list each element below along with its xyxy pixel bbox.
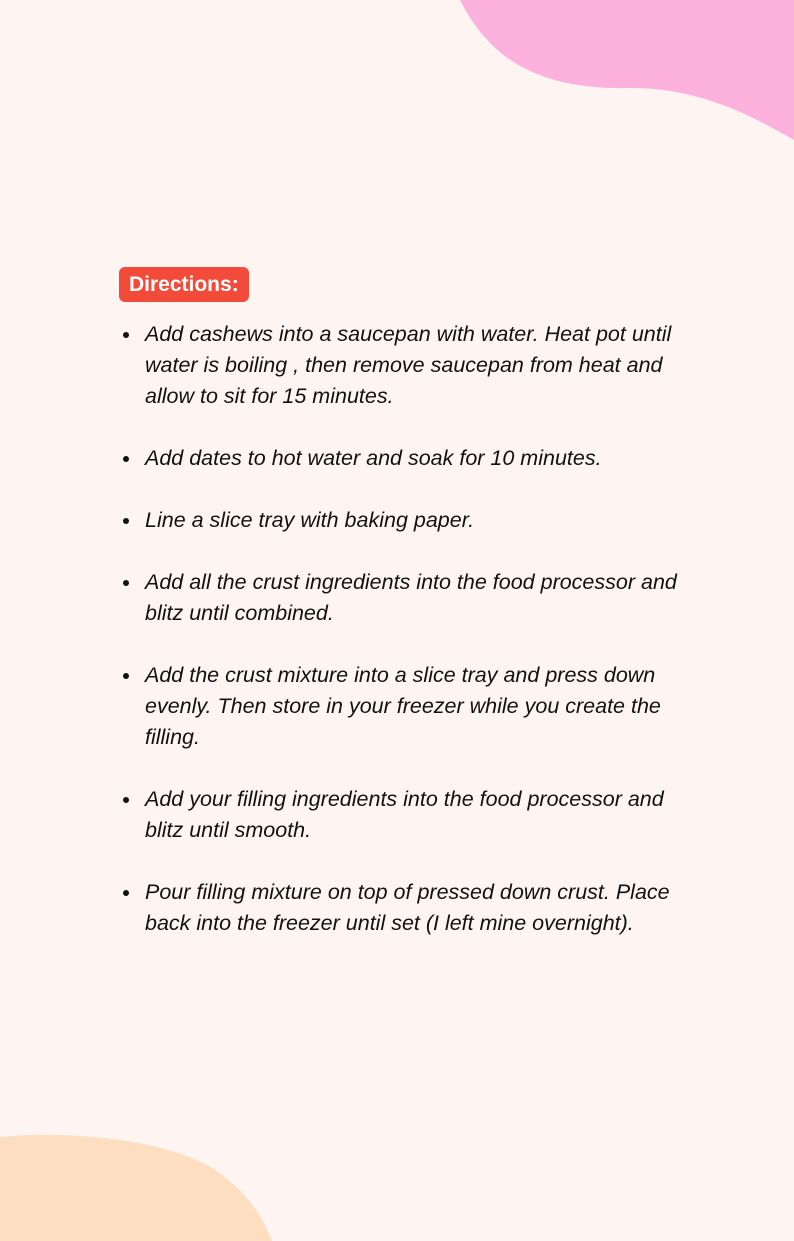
- direction-step-4: Add all the crust ingredients into the food processor and blitz until combined.: [145, 567, 705, 629]
- direction-step-5: Add the crust mixture into a slice tray and press down evenly. Then store in your freezer while you create the filling.: [145, 660, 705, 753]
- direction-step-6: Add your filling ingredients into the food processor and blitz until smooth.: [145, 784, 705, 846]
- direction-step-7: Pour filling mixture on top of pressed down crust. Place back into the freezer until set (I left mine overnight).: [145, 877, 705, 939]
- direction-step-2: Add dates to hot water and soak for 10 minutes.: [145, 443, 705, 474]
- direction-step-1: Add cashews into a saucepan with water. Heat pot until water is boiling , then remove saucepan from heat and allow to sit for 15 minutes.: [145, 319, 705, 412]
- directions-list: [145, 319, 705, 970]
- direction-step-3: Line a slice tray with baking paper.: [145, 505, 705, 536]
- directions-heading: Directions:: [119, 267, 249, 302]
- pink-blob-top-right: [460, 0, 794, 140]
- peach-blob-bottom-left: [0, 1135, 272, 1241]
